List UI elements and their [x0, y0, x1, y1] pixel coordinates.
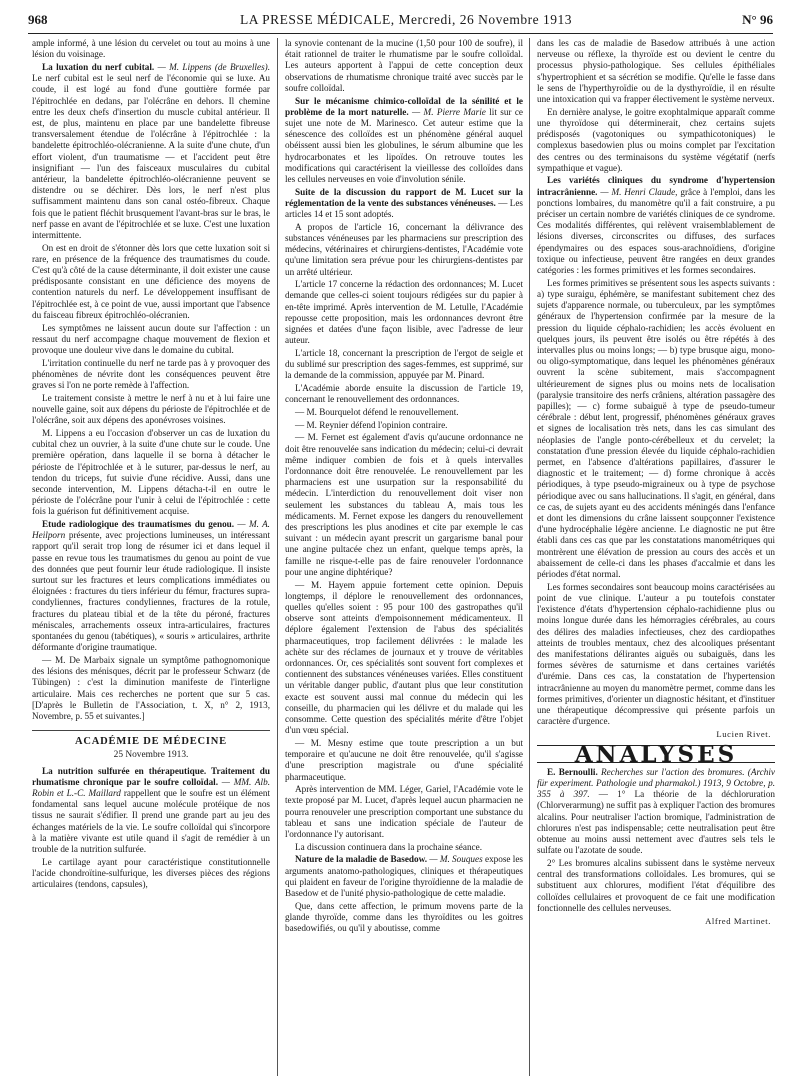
- paragraph: L'article 17 concerne la rédaction des ordonnances; M. Lucet demande que celles-ci soient toujours rédigées sur du papier à en-tête imprimé. Après intervention de M. Letulle, l'Académie repousse cette proposition, mais les ordonnances devront être signées et datées d'une façon lisible, avec l'adresse de leur auteur.: [285, 279, 523, 346]
- paragraph: — M. De Marbaix signale un symptôme pathognomonique des lésions des ménisques, décrit par le professeur Schwarz (de Tübingen) : c'est la diminution manifeste de l'interligne articulaire. Mais ces recherches ne portent que sur 5 cas. [D'après le Bulletin de l'Association, t. X, n° 2, 1913, Novembre, p. 55 et suivantes.]: [32, 654, 270, 721]
- article-bernoulli: [537, 767, 775, 857]
- paragraph: Les formes secondaires sont beaucoup moins caractérisées au point de vue clinique. L'auteur a pu toutefois constater l'existence d'états d'hypertension céphalo-rachidienne plus ou moins longue durée dans les hémorragies cérébrales, au cours des délires des maladies infectieuses, chez des cardiopathes atteints de troubles mentaux, chez des alcooliques présentant des manifestations délirantes aiguës ou subaiguës, dans les formes sévères de saturnisme et dans certaines variétés d'urémie. Dans ces cas, la constatation de l'hypertension intracrânienne au moyen du manomètre permet, comme dans les formes primitives, d'orienter un diagnostic hésitant, et d'instituer une thérapeutique décompressive qui présente parfois un caractère d'urgence.: [537, 581, 775, 727]
- article-title: Sur le mécanisme chimico-colloïdal de la sénilité et le problème de la mort naturelle.: [285, 95, 523, 117]
- signature: Lucien Rivet.: [716, 729, 771, 740]
- article-luxation: [32, 62, 270, 241]
- article-author: — M. Lippens (de Bruxelles).: [154, 61, 270, 72]
- article-title: Nature de la maladie de Basedow.: [295, 854, 428, 865]
- article-mecanisme: [285, 96, 523, 186]
- article-genou: [32, 519, 270, 653]
- article-author: — MM. Alb. Robin et L.-C. Maillard: [32, 776, 270, 798]
- paragraph: Que, dans cette affection, le primum movens parte de la glande thyroïde, comme dans les thyroïdites ou les goitres basedowifiés, ou qu'il y aboutisse, comme: [285, 900, 523, 934]
- column-3: [537, 38, 775, 1078]
- section-heading: ACADÉMIE DE MÉDECINE: [32, 730, 270, 747]
- article-hypertension: [537, 175, 775, 276]
- paragraph: L'Académie aborde ensuite la discussion de l'article 19, concernant le renouvellement des ordonnances.: [285, 383, 523, 405]
- article-title: La nutrition sulfurée en thérapeutique. Traitement du rhumatisme chronique par le soufre colloïdal.: [32, 765, 270, 787]
- paragraph: En dernière analyse, le goitre exophtalmique apparaît comme une thyroïdose qui déterminerait, chez certains sujets prédisposés (vagotoniques ou sympathicotoniques) le complexus basedowien plus ou moins complet par l'excitation des centres ou des terminaisons du système végétatif (nerfs sympathique et vague).: [537, 106, 775, 173]
- column-divider: [529, 38, 530, 1076]
- paragraph: Après intervention de MM. Léger, Gariel, l'Académie vote le texte proposé par M. Lucet, d'après lequel aucun pharmacien ne pourra renouveler une prescription comportant une substance du tableau et sans une indication spéciale de l'auteur de l'ordonnance l'y autorisant.: [285, 784, 523, 840]
- paragraph: La discussion continuera dans la prochaine séance.: [295, 841, 482, 852]
- paragraph: — M. Fernet est également d'avis qu'aucune ordonnance ne doit être renouvelée sans indication du médecin; celui-ci devrait même indiquer combien de fois et à quels intervalles l'ordonnance doit être renouvelée. Le renouvellement par les pharmaciens est une usurpation sur la responsabilité du médecin. L'interdiction du renouvellement doit viser non seulement les substances du tableau A, mais tous les médicaments. M. Fernet expose les dangers du renouvellement des prescriptions les plus anodines et cite par exemple le cas suivant : un médecin ayant prescrit un gargarisme banal pour une angine pultacée chez un enfant, quelque temps après, la famille ne risque-t-elle pas de faire renouveler l'ordonnance pour une angine diphtérique?: [285, 432, 523, 577]
- paragraph: Les symptômes ne laissent aucun doute sur l'affection : un ressaut du nerf accompagne chaque mouvement de flexion et provoque une douleur vive dans le domaine du cubital.: [32, 322, 270, 355]
- column-1: [32, 38, 270, 1078]
- paragraph: L'irritation continuelle du nerf ne tarde pas à y provoquer des phénomènes de névrite dont les conséquences peuvent être graves si l'on ne porte remède à l'affection.: [32, 357, 270, 391]
- article-basedow: [285, 854, 523, 899]
- header-rule: [28, 33, 773, 34]
- section-heading-analyses: ANALYSES: [537, 745, 775, 763]
- paragraph: ample informé, à une lésion du cervelet ou tout au moins à une lésion du voisinage.: [32, 38, 270, 60]
- article-author: — M. Pierre Marie: [408, 106, 486, 117]
- article-title: La luxation du nerf cubital.: [42, 61, 155, 72]
- article-text: — 1° La théorie de la déchloruration (Chlorverarmung) ne suffit pas à expliquer l'action des bromures alcalins. Pour neutraliser l'action bromique, l'administration de chlorures n'est pas indispensable; cette neutralisation peut être obtenue au moins aussi nettement avec d'autres sels tels le sulfate ou l'azotate de soude.: [537, 789, 775, 856]
- article-author: — M. Henri Claude: [597, 186, 676, 197]
- article-title: Les variétés cliniques du syndrome d'hypertension intracrânienne.: [537, 175, 775, 197]
- paragraph: M. Lippens a eu l'occasion d'observer un cas de luxation du cubital chez un ouvrier, à la suite d'une chute sur le coude. Une première opération, dans laquelle il se borna à détacher le périoste de l'épitrochlée et à le suturer, par-dessus le nerf, au tendon du triceps, fut suivie d'une récidive. Aussi, dans une seconde intervention, M. Lippens détacha-t-il en outre le périoste de l'olécrâne pour l'unir à celui de l'épitrochlée : cette fois la guérison fut définitivement acquise.: [32, 427, 270, 517]
- article-text: , grâce à l'emploi, dans les ponctions lombaires, du manomètre qu'il a fait construire, a pu préciser un certain nombre de variétés cliniques de ce syndrome. Ces modalités différentes, qui relèvent vraisemblablement de lésions diverses, circonscrites ou diffuses, des surfaces épendymaires ou des espaces sous-arachnoïdiens, d'origine toxique ou infectieuse, peuvent être rangées en deux grandes catégories : les formes primitives et les formes secondaires.: [537, 186, 775, 276]
- article-lucet: [285, 187, 523, 221]
- signature: Alfred Martinet.: [705, 915, 771, 926]
- article-text: expose les arguments anatomo-pathologiques, cliniques et thérapeutiques qui plaident en faveur de l'origine thyroïdienne de la maladie de Basedow et de l'unité physio-pathologique de cette maladie.: [285, 854, 523, 899]
- paragraph: L'article 18, concernant la prescription de l'ergot de seigle et du sublimé sur prescription des sages-femmes, est supprimé, sur la demande de la commission, appuyée par M. Pinard.: [285, 347, 523, 381]
- article-text: présente, avec projections lumineuses, un intéressant rapport qu'il serait trop long de résumer ici et dans lequel il passe en revue tous les traumatismes du genou au point de vue des données que peut fournir leur étude radiologique. Il insiste surtout sur les fractures et leurs complications immédiates ou éloignées : fractures du tiers inférieur du fémur, fractures supra-condyliennes, fractures condyliennes, fractures de la rotule, fractures du plateau tibial et de la tête du péroné, fractures méniscales, arrachements osseux intra-articulaires, fractures spontanées du genou (tabétiques), « souris » articulaires, arthrite déformante d'origine traumatique.: [32, 530, 270, 653]
- article-author: — M. A. Heilporn: [32, 519, 270, 541]
- article-title: Suite de la discussion du rapport de M. Lucet sur la réglementation de la vente des substances vénéneuses.: [285, 186, 523, 208]
- article-title: Etude radiologique des traumatismes du genou.: [42, 519, 235, 530]
- paragraph: la synovie contenant de la mucine (1,50 pour 100 de soufre), il était rationnel de traiter le rhumatisme par le soufre colloïdal. Les auteurs apportent à l'appui de cette conception deux observations de rhumatisme chronique traité avec succès par le soufre colloïdal.: [285, 38, 523, 93]
- article-nutrition: [32, 766, 270, 856]
- journal-title: LA PRESSE MÉDICALE, Mercredi, 26 Novembre 1913: [240, 12, 572, 27]
- article-reference: (Archiv für experiment. Pathologie und pharmakol.) 1913, 9 Octobre, p. 355 à 397.: [537, 766, 775, 800]
- paragraph: Les formes primitives se présentent sous les aspects suivants : a) type suraigu, éphémère, se manifestant subitement chez des sujets d'apparence normale, ou tuberculeux, par les symptômes généraux de l'hypertension confirmée par la mesure de la pression du liquide céphalo-rachidien; les accès évoluent en quelques jours, ils peuvent être isolés ou être répétés à des intervalles plus ou moins longs; — b) type brusque aigu, mono- ou oligo-symptomatique, dans lequel les phénomènes généraux ouvrent la scène subitement, mais s'accompagnent ultérieurement de signes plus ou moins nets de localisation (paralysie transitoire des nerfs crâniens, altération passagère des papilles); — c) forme subaiguë à type de pseudo-tumeur cérébrale : début lent, progressif, phénomènes généraux graves et signes de localisation très nets, dans les cas simulant des néoplasies de l'angle ponto-cérébelleux et du cervelet; la constatation d'une pression élevée du liquide céphalo-rachidien permet, en l'absence d'altérations papillaires, d'assurer le diagnostic et le traitement; — d) forme chronique à accès périodiques, à type pseudo-migraineux ou à type de psychose périodique avec ou sans hallucinations. Il s'agit, en général, dans ce cas, de sujets ayant eu des accidents méningés dans l'enfance et dont les dimensions du crâne laissent soupçonner l'existence d'une hydrocéphalie légère ancienne. Le diagnostic ne put être établi dans ces cas que par les constatations manométriques qui montrèrent une élévation de pression au cours des accès et un abaissement de celle-ci dans les phases d'accalmie et dans les périodes d'état normal.: [537, 277, 775, 580]
- column-2: [285, 38, 523, 1078]
- paragraph: Le cartilage ayant pour caractéristique constitutionnelle l'acide chondroïtine-sulfurique, les diverses pièces des régions articulaires (tendons, capsules),: [32, 856, 270, 890]
- paragraph: Le traitement consiste à mettre le nerf à nu et à lui faire une nouvelle gaine, soit aux dépens du périoste de l'épitrochlée et de l'olécrâne, soit aux dépens des aponévroses voisines.: [32, 392, 270, 426]
- article-title: Recherches sur l'action des bromures.: [597, 766, 745, 777]
- article-author: E. Bernoulli.: [547, 766, 598, 777]
- article-text: Le nerf cubital est le seul nerf de l'économie qui se luxe. Au coude, il est logé au fond d'une gouttière formée par l'épitrochlée en dedans, par l'olécrâne en dehors. Il chemine entre les deux chefs d'insertion du muscle cubital antérieur. Il est, de plus, maintenu en place par une bandelette fibreuse transversalement étendue de l'olécrâne à l'épitrochlée : la bandelette épitrochléo-olécranienne. A la suite d'une chute, d'un effort violent, d'un traumatisme — et l'accident peut être insignifiant — l'un des faisceaux musculaires du cubital antérieur, la bandelette épitrochléo-olécranienne peuvent se distendre ou se déchirer. Dès lors, le nerf n'est plus suffisamment maintenu dans son canal ostéo-fibreux. Chaque fois que le patient fléchit brusquement l'avant-bras sur le bras, le nerf passe en avant de l'épitrochlée et se luxe. C'est une luxation intermittente.: [32, 73, 270, 240]
- section-date: 25 Novembre 1913.: [113, 750, 189, 761]
- article-text: lit sur ce sujet une note de M. Marinesco. Cet auteur estime que la sénescence des colloïdes est un phénomène général auquel obéissent aussi bien les globulines, le sérum albumine que les hydrocarbonates et les lipoïdes. On retrouve toutes les modifications qui caractérisent la vieillesse des colloïdes dans les cellules nerveuses en voie d'involution sénile.: [285, 106, 523, 184]
- article-text: — Les articles 14 et 15 sont adoptés.: [285, 197, 523, 220]
- issue-number: N° 96: [742, 12, 773, 27]
- page-number: 968: [28, 12, 48, 27]
- article-author: — M. Souques: [427, 854, 483, 865]
- article-text: rappellent que le soufre est un élément fondamental sans lequel aucune molécule protéique de nos tissus ne saurait s'édifier. Il prend une grande part au jeu des échanges matériels de la vie. Le soufre colloïdal qui s'incorpore à la matière vivante est utile quand il s'agit de remédier à un trouble de la nutrition sulfurée.: [32, 788, 270, 855]
- page-header: [28, 12, 773, 32]
- paragraph: — M. Reynier défend l'opinion contraire.: [295, 419, 448, 430]
- paragraph: — M. Bourquelot défend le renouvellement.: [295, 407, 459, 417]
- column-divider: [277, 38, 278, 1076]
- paragraph: On est en droit de s'étonner dès lors que cette luxation soit si rare, en présence de la fréquence des traumatismes du coude. C'est qu'à côté de la cause déterminante, il doit exister une cause prédisposante consistant en une déficience des moyens de contention naturels du nerf. Le développement insuffisant de l'épitrochlée est, à ce point de vue, aussi important que l'absence du faisceau fibreux épitrochléo-olécranien.: [32, 242, 270, 320]
- paragraph: — M. Mesny estime que toute prescription a un but temporaire et qu'aucune ne doit être renouvelée, qu'il s'agisse d'une prescription magistrale ou d'une spécialité pharmaceutique.: [285, 737, 523, 782]
- paragraph: A propos de l'article 16, concernant la délivrance des substances vénéneuses par les pharmaciens sur prescription des médecins, vétérinaires et chirurgiens-dentistes, l'Académie vote qu'une limitation sera prévue pour les chirurgiens-dentistes par un arrêté ultérieur.: [285, 221, 523, 277]
- paragraph: dans les cas de maladie de Basedow attribués à une action nerveuse ou réflexe, la thyroïde est ou devient le centre du processus physio-pathologique. Ses cellules épithéliales s'hypertrophient et sa sécrétion se modifie. Qu'elle le fasse dans le sens de l'hyperthyroïdie ou de la dysthyroïdie, il en résulte une intoxication qui va frapper électivement le système nerveux.: [537, 38, 775, 105]
- paragraph: — M. Hayem appuie fortement cette opinion. Depuis longtemps, il déplore le renouvellement des ordonnances, quelles qu'elles soient : 95 pour 100 des gastropathes qu'il observe sont atteints d'empoisonnement médicamenteux. Il déplore également l'extension de l'abus des spécialités pharmaceutiques, trop facilement délivrées : le malade les achète sur des réclames de journaux et y trouve de véritables ordonnances. Or, ces spécialités sont souvent fort complexes et contiennent des substances vénéneuses variées. Elles constituent un véritable danger public, d'autant plus que leur constitution exacte est souvent aussi mal connue du médecin qui les conseille, du pharmacien qui les délivre et du malade qui les consomme. Cette question des spécialités mérite d'être l'objet d'un vœu spécial.: [285, 579, 523, 736]
- paragraph: 2° Les bromures alcalins subissent dans le système nerveux central des transformations colloïdales. Les bromures, qui se substituent aux chlorures, modifient l'état d'équilibre des colloïdes cellulaires et provoquent de ce fait une modification fonctionnelle des cellules nerveuses.: [537, 857, 775, 913]
